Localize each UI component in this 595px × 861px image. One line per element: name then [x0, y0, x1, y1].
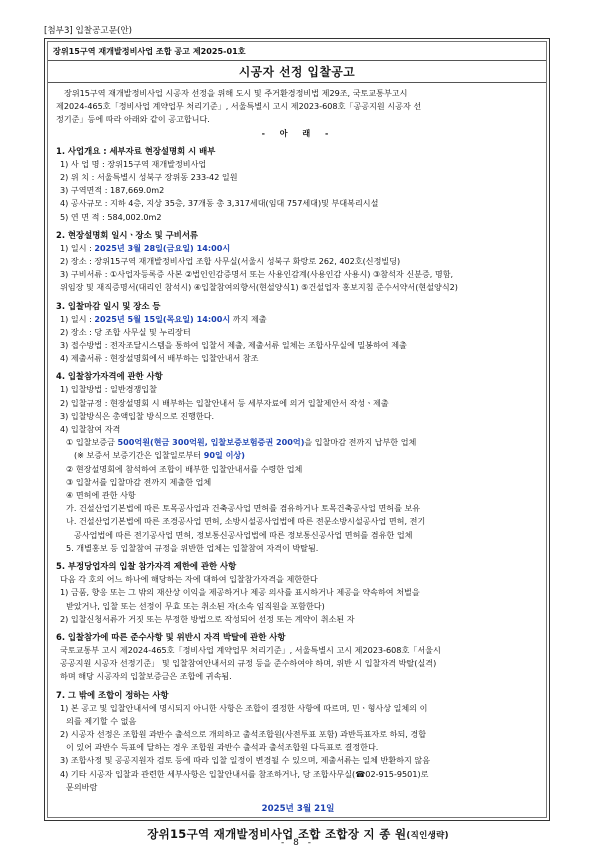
section-2-line: 2) 장소 : 장위15구역 재개발정비사업 조합 사무실(서울시 성북구 화랑로 262, 402호(신정빌딩) [60, 256, 401, 267]
section-7-line: 3) 조합사정 및 공공지원자 검토 등에 따라 입찰 일정이 변경될 수 있으며, 제출서류는 일체 반환하지 않음 [60, 755, 431, 766]
section-3-line: 3) 접수방법 : 전자조달시스템을 통하여 입찰서 제출, 제출서류 일체는 조합사무실에 밀봉하여 제출 [60, 340, 407, 351]
bid-deposit: 500억원(현금 300억원, 입찰보증보험증권 200억) [117, 437, 305, 448]
section-4-line: 1) 입찰방법 : 일반경쟁입찰 [60, 384, 157, 395]
section-6-line: 하며 해당 시공자의 입찰보증금은 조합에 귀속됨. [60, 671, 232, 682]
section-1-line: 1) 사 업 명 : 장위15구역 재개발정비사업 [60, 158, 207, 169]
section-4-line: ④ 면허에 관한 사항 [66, 490, 136, 501]
intro-line: 제2024-465호「정비사업 계약업무 처리기준」, 서울특별시 고시 제2023-608호「공공지원 시공자 선 [56, 101, 422, 112]
notice-frame [44, 38, 550, 841]
section-6-line: 공공지원 시공자 선정기준」 및 입찰참여안내서의 규정 등을 준수하여야 하며, 위반 시 입찰자격 박탈(실격) [60, 658, 437, 669]
attachment-label: [첨부3] 입찰공고문(안) [44, 26, 133, 36]
section-1-line: 4) 공사규모 : 지하 4층, 지상 35층, 37개동 총 3,317세대(임대 757세대)및 부대복리시설 [60, 198, 379, 209]
section-4-line: 3) 입찰방식은 총액입찰 방식으로 진행한다. [60, 410, 215, 421]
signature-name: 장위15구역 재개발정비사업 조합 조합장 지 종 원 [147, 826, 407, 841]
section-4-line [56, 436, 540, 449]
intro-line: 장위15구역 재개발정비사업 시공자 선정을 위해 도시 및 주거환경정비법 제29조, 국토교통부고시 [64, 88, 408, 98]
notice-reference: 장위15구역 재개발정비사업 조합 공고 제2025-01호 [53, 46, 246, 56]
section-2-line [56, 242, 540, 255]
section-1-heading: 1. 사업개요 : 세부자료 현장설명회 시 배부 [56, 145, 216, 156]
section-4-line: 가. 건설산업기본법에 따른 토목공사업과 건축공사업 면허를 겸유하거나 토목건축공사업 면허를 보유 [66, 503, 421, 514]
label: 을 입찰마감 전까지 납부한 업체 [304, 437, 417, 448]
label: (※ 보증서 보증기간은 입찰일로부터 [74, 450, 204, 461]
section-2-line: 3) 구비서류 : ①사업자등록증 사본 ②법인인감증명서 또는 사용인감계(사용인감 사용시) ③참석자 신분증, 명함, [60, 269, 454, 280]
section-6-line: 국토교통부 고시 제2024-465호「정비사업 계약업무 처리기준」, 서울특별시 고시 제2023-608호「서울시 [60, 644, 441, 655]
below-mark: - 아 래 - [261, 127, 335, 138]
label: ① 입찰보증금 [66, 437, 118, 448]
section-7-line: 문의바람 [66, 781, 98, 792]
briefing-date: 2025년 3월 28일(금요일) 14:00시 [94, 242, 231, 253]
section-4-line: 4) 입찰참여 자격 [60, 424, 121, 435]
section-4-heading: 4. 입찰참가자격에 관한 사항 [56, 371, 163, 382]
section-7-line: 4) 기타 시공자 입찰과 관련한 세부사항은 입찰안내서를 참조하거나, 당 조합사무실(☎02-915-9501)로 [60, 768, 429, 779]
section-5-line: 1) 금품, 향응 또는 그 밖의 재산상 이익을 제공하거나 제공 의사를 표시하거나 제공을 약속하여 처벌을 [60, 587, 420, 598]
section-3-heading: 3. 입찰마감 일시 및 장소 등 [56, 300, 161, 311]
section-5-heading: 5. 부정당업자의 입찰 참가자격 제한에 관한 사항 [56, 561, 237, 572]
label: 1) 일시 : [60, 242, 95, 253]
section-4-line: 공사업법에 따른 전기공사업 면허, 정보통신공사업법에 따른 정보통신공사업 면허를 겸유한 업체 [74, 529, 413, 540]
section-7-line: 1) 본 공고 및 입찰안내서에 명시되지 아니한 사항은 조합이 결정한 사항에 따르며, 민ㆍ형사상 일체의 이 [60, 702, 428, 713]
section-2-line: 위임장 및 재직증명서(대리인 참석시) ④입찰참여의향서(현설양식1) ⑤건설업자 홍보지침 준수서약서(현설양식2) [60, 282, 458, 293]
notice-title: 시공자 선정 입찰공고 [238, 65, 356, 79]
section-2-heading: 2. 현장설명회 일시ㆍ장소 및 구비서류 [56, 229, 199, 240]
section-5-line: 다음 각 호의 어느 하나에 해당하는 자에 대하여 입찰참가자격을 제한한다 [60, 574, 318, 585]
section-5-line: 2) 입찰신청서류가 거짓 또는 부정한 방법으로 작성되어 선정 또는 계약이 취소된 자 [60, 613, 355, 624]
guarantee-period: 90일 이상) [203, 450, 245, 461]
deadline-date: 2025년 5월 15일(목요일) 14:00시 [94, 313, 231, 324]
section-1-line: 2) 위 치 : 서울특별시 성북구 장위동 233-42 일원 [60, 172, 238, 183]
title-divider [48, 82, 546, 83]
section-3-line: 4) 제출서류 : 현장설명회에서 배부하는 입찰안내서 참조 [60, 353, 259, 364]
section-4-line: 2) 입찰규정 : 현장설명회 시 배부하는 입찰안내서 등 세부자료에 의거 입찰제안서 작성ㆍ제출 [60, 397, 389, 408]
label: 1) 일시 : [60, 313, 95, 324]
section-3-line [56, 313, 540, 326]
section-3-line: 2) 장소 : 당 조합 사무실 및 누리장터 [60, 326, 191, 337]
section-5-line: 받았거나, 입찰 또는 선정이 무효 또는 취소된 자(소속 임직원을 포함한다) [66, 600, 325, 611]
section-4-line: 나. 건설산업기본법에 따른 조경공사업 면허, 소방시설공사업법에 따른 전문소방시설공사업 면허, 전기 [66, 516, 426, 527]
notice-header [48, 42, 546, 61]
section-1-line: 5) 연 면 적 : 584,002.0m2 [60, 211, 162, 222]
section-4-line [56, 449, 540, 462]
notice-body [56, 87, 540, 842]
section-4-line: ③ 입찰서를 입찰마감 전까지 제출한 업체 [66, 476, 212, 487]
section-4-line: ② 현장설명회에 참석하여 조합이 배부한 입찰안내서를 수령한 업체 [66, 463, 303, 474]
seal-note: (직인생략) [406, 830, 449, 841]
section-7-heading: 7. 그 밖에 조합이 정하는 사항 [56, 689, 169, 700]
label: 까지 제출 [230, 313, 267, 324]
section-7-line: 이 있어 과반수 득표에 달하는 경우 조합원 과반수 출석과 출석조합원 다득표로 결정한다. [66, 742, 379, 753]
section-7-line: 의를 제기할 수 없음 [66, 715, 137, 726]
section-4-line: 5. 개별홍보 등 입찰참여 규정을 위반한 업체는 입찰참여 자격이 박탈됨. [66, 542, 319, 553]
section-7-line: 2) 시공자 선정은 조합원 과반수 출석으로 개의하고 출석조합원(사전투표 포함) 과반득표자로 하되, 경합 [60, 728, 427, 739]
section-1-line: 3) 구역면적 : 187,669.0m2 [60, 185, 165, 196]
notice-date: 2025년 3월 21일 [261, 803, 335, 814]
page-number: - 8 - [281, 838, 314, 848]
section-6-heading: 6. 입찰참가에 따른 준수사항 및 위반시 자격 박탈에 관한 사항 [56, 631, 286, 642]
notice-frame-inner [47, 41, 547, 841]
intro-line: 정기준」등에 따라 아래와 같이 공고합니다. [56, 114, 210, 125]
